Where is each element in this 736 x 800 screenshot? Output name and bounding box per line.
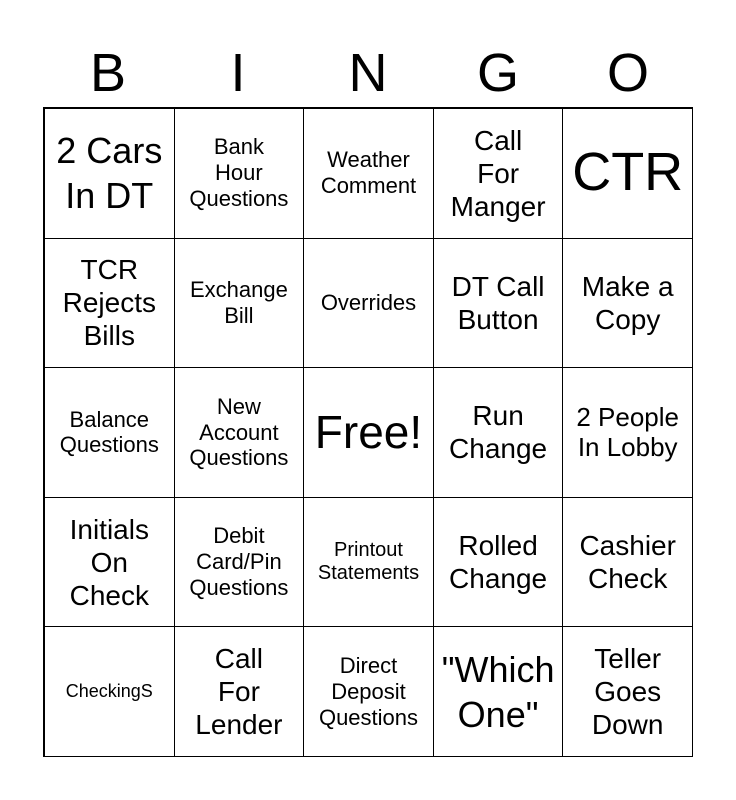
cell-text: Run Change — [449, 400, 548, 465]
header-letter-g: G — [476, 43, 519, 103]
bingo-cell[interactable] — [562, 626, 693, 757]
cell-text: DT Call Button — [451, 270, 545, 335]
cell-text: Exchange Bill — [189, 276, 288, 328]
bingo-cell[interactable] — [433, 367, 564, 498]
cell-text: Overrides — [320, 289, 417, 315]
cell-text: "Which One" — [441, 648, 555, 735]
bingo-cell[interactable] — [174, 367, 305, 498]
cell-text: Weather Comment — [320, 147, 417, 199]
header-letter-n: N — [348, 43, 388, 103]
header-letter-b: B — [89, 43, 127, 103]
cell-text: Balance Questions — [59, 406, 159, 458]
cell-text: Teller Goes Down — [591, 643, 664, 741]
cell-text: Bank Hour Questions — [189, 134, 289, 212]
cell-text: Direct Deposit Questions — [318, 652, 419, 730]
cell-text: 2 Cars In DT — [56, 130, 163, 217]
bingo-cell[interactable] — [44, 108, 175, 239]
cell-text: Call For Lender — [195, 643, 283, 741]
bingo-cell[interactable] — [174, 626, 305, 757]
bingo-cell[interactable] — [303, 108, 434, 239]
bingo-cell[interactable] — [174, 497, 305, 628]
bingo-cell[interactable] — [44, 626, 175, 757]
cell-text: TCR Rejects Bills — [62, 254, 156, 352]
cell-text: Free! — [314, 406, 423, 459]
bingo-cell[interactable] — [433, 238, 564, 369]
bingo-cell[interactable] — [174, 108, 305, 239]
cell-text: CheckingS — [65, 681, 153, 702]
bingo-cell[interactable] — [303, 626, 434, 757]
cell-text: 2 People In Lobby — [576, 401, 680, 463]
bingo-cell[interactable] — [303, 238, 434, 369]
cell-text: Call For Manger — [450, 124, 546, 222]
bingo-board — [43, 107, 693, 757]
cell-text: Initials On Check — [69, 513, 149, 611]
bingo-cell[interactable] — [433, 626, 564, 757]
bingo-cell[interactable] — [174, 238, 305, 369]
bingo-cell[interactable] — [562, 108, 693, 239]
bingo-cell[interactable] — [433, 497, 564, 628]
bingo-cell[interactable] — [562, 238, 693, 369]
bingo-cell[interactable] — [303, 497, 434, 628]
bingo-header — [43, 38, 693, 108]
header-letter-o: O — [606, 43, 649, 103]
cell-text: Cashier Check — [579, 530, 676, 595]
cell-text: Rolled Change — [449, 530, 548, 595]
cell-text: Printout Statements — [317, 538, 420, 585]
bingo-cell[interactable] — [44, 497, 175, 628]
bingo-cell[interactable] — [44, 367, 175, 498]
cell-text: Make a Copy — [581, 270, 674, 335]
bingo-cell[interactable] — [562, 497, 693, 628]
cell-text: CTR — [572, 142, 684, 203]
cell-text: Debit Card/Pin Questions — [189, 523, 289, 601]
cell-text: New Account Questions — [189, 393, 289, 471]
bingo-cell[interactable] — [44, 238, 175, 369]
bingo-cell[interactable] — [562, 367, 693, 498]
free-space-cell[interactable] — [303, 367, 434, 498]
bingo-cell[interactable] — [433, 108, 564, 239]
header-letter-i: I — [230, 43, 246, 103]
